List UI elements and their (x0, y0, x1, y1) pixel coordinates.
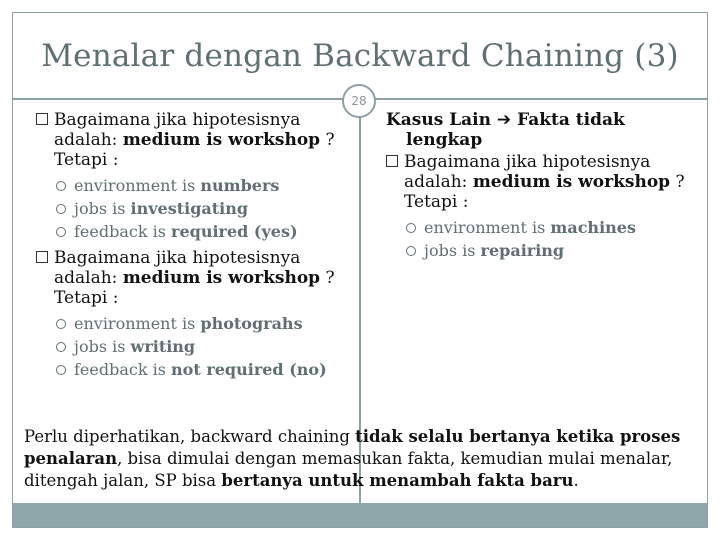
list-item: environment is numbers (54, 176, 354, 196)
question-3-conditions (404, 218, 704, 261)
list-item: feedback is not required (no) (54, 360, 354, 380)
question-2: Bagaimana jika hipotesisnya adalah: medium is workshop ? Tetapi : (36, 248, 354, 308)
right-column (386, 110, 704, 267)
list-item: environment is machines (404, 218, 704, 238)
list-item: jobs is investigating (54, 199, 354, 219)
circle-bullet-icon (56, 181, 66, 191)
question-2-conditions (54, 314, 354, 380)
bottom-note: Perlu diperhatikan, backward chaining tidak selalu bertanya ketika proses penalaran, bisa dimulai dengan memasukan fakta, kemudian mulai menalar, ditengah jalan, SP bisa bertanya untuk menambah fakta baru. (24, 427, 681, 490)
case-heading: Kasus Lain ➔ Fakta tidak lengkap (386, 110, 625, 150)
question-1-conditions (54, 176, 354, 242)
list-item: jobs is repairing (404, 241, 704, 261)
list-item: jobs is writing (54, 337, 354, 357)
square-bullet-icon (36, 113, 48, 125)
left-column (36, 110, 354, 386)
square-bullet-icon (386, 155, 398, 167)
circle-bullet-icon (406, 246, 416, 256)
arrow-right-icon: ➔ (496, 110, 512, 130)
circle-bullet-icon (406, 223, 416, 233)
slide-title: Menalar dengan Backward Chaining (3) (41, 38, 679, 74)
circle-bullet-icon (56, 204, 66, 214)
question-3: Bagaimana jika hipotesisnya adalah: medium is workshop ? Tetapi : (386, 152, 704, 212)
square-bullet-icon (36, 251, 48, 263)
circle-bullet-icon (56, 365, 66, 375)
page-number: 28 (342, 84, 376, 118)
list-item: feedback is required (yes) (54, 222, 354, 242)
question-1: Bagaimana jika hipotesisnya adalah: medium is workshop ? Tetapi : (36, 110, 354, 170)
circle-bullet-icon (56, 342, 66, 352)
list-item: environment is photograhs (54, 314, 354, 334)
circle-bullet-icon (56, 227, 66, 237)
circle-bullet-icon (56, 319, 66, 329)
footer-band (13, 503, 707, 527)
